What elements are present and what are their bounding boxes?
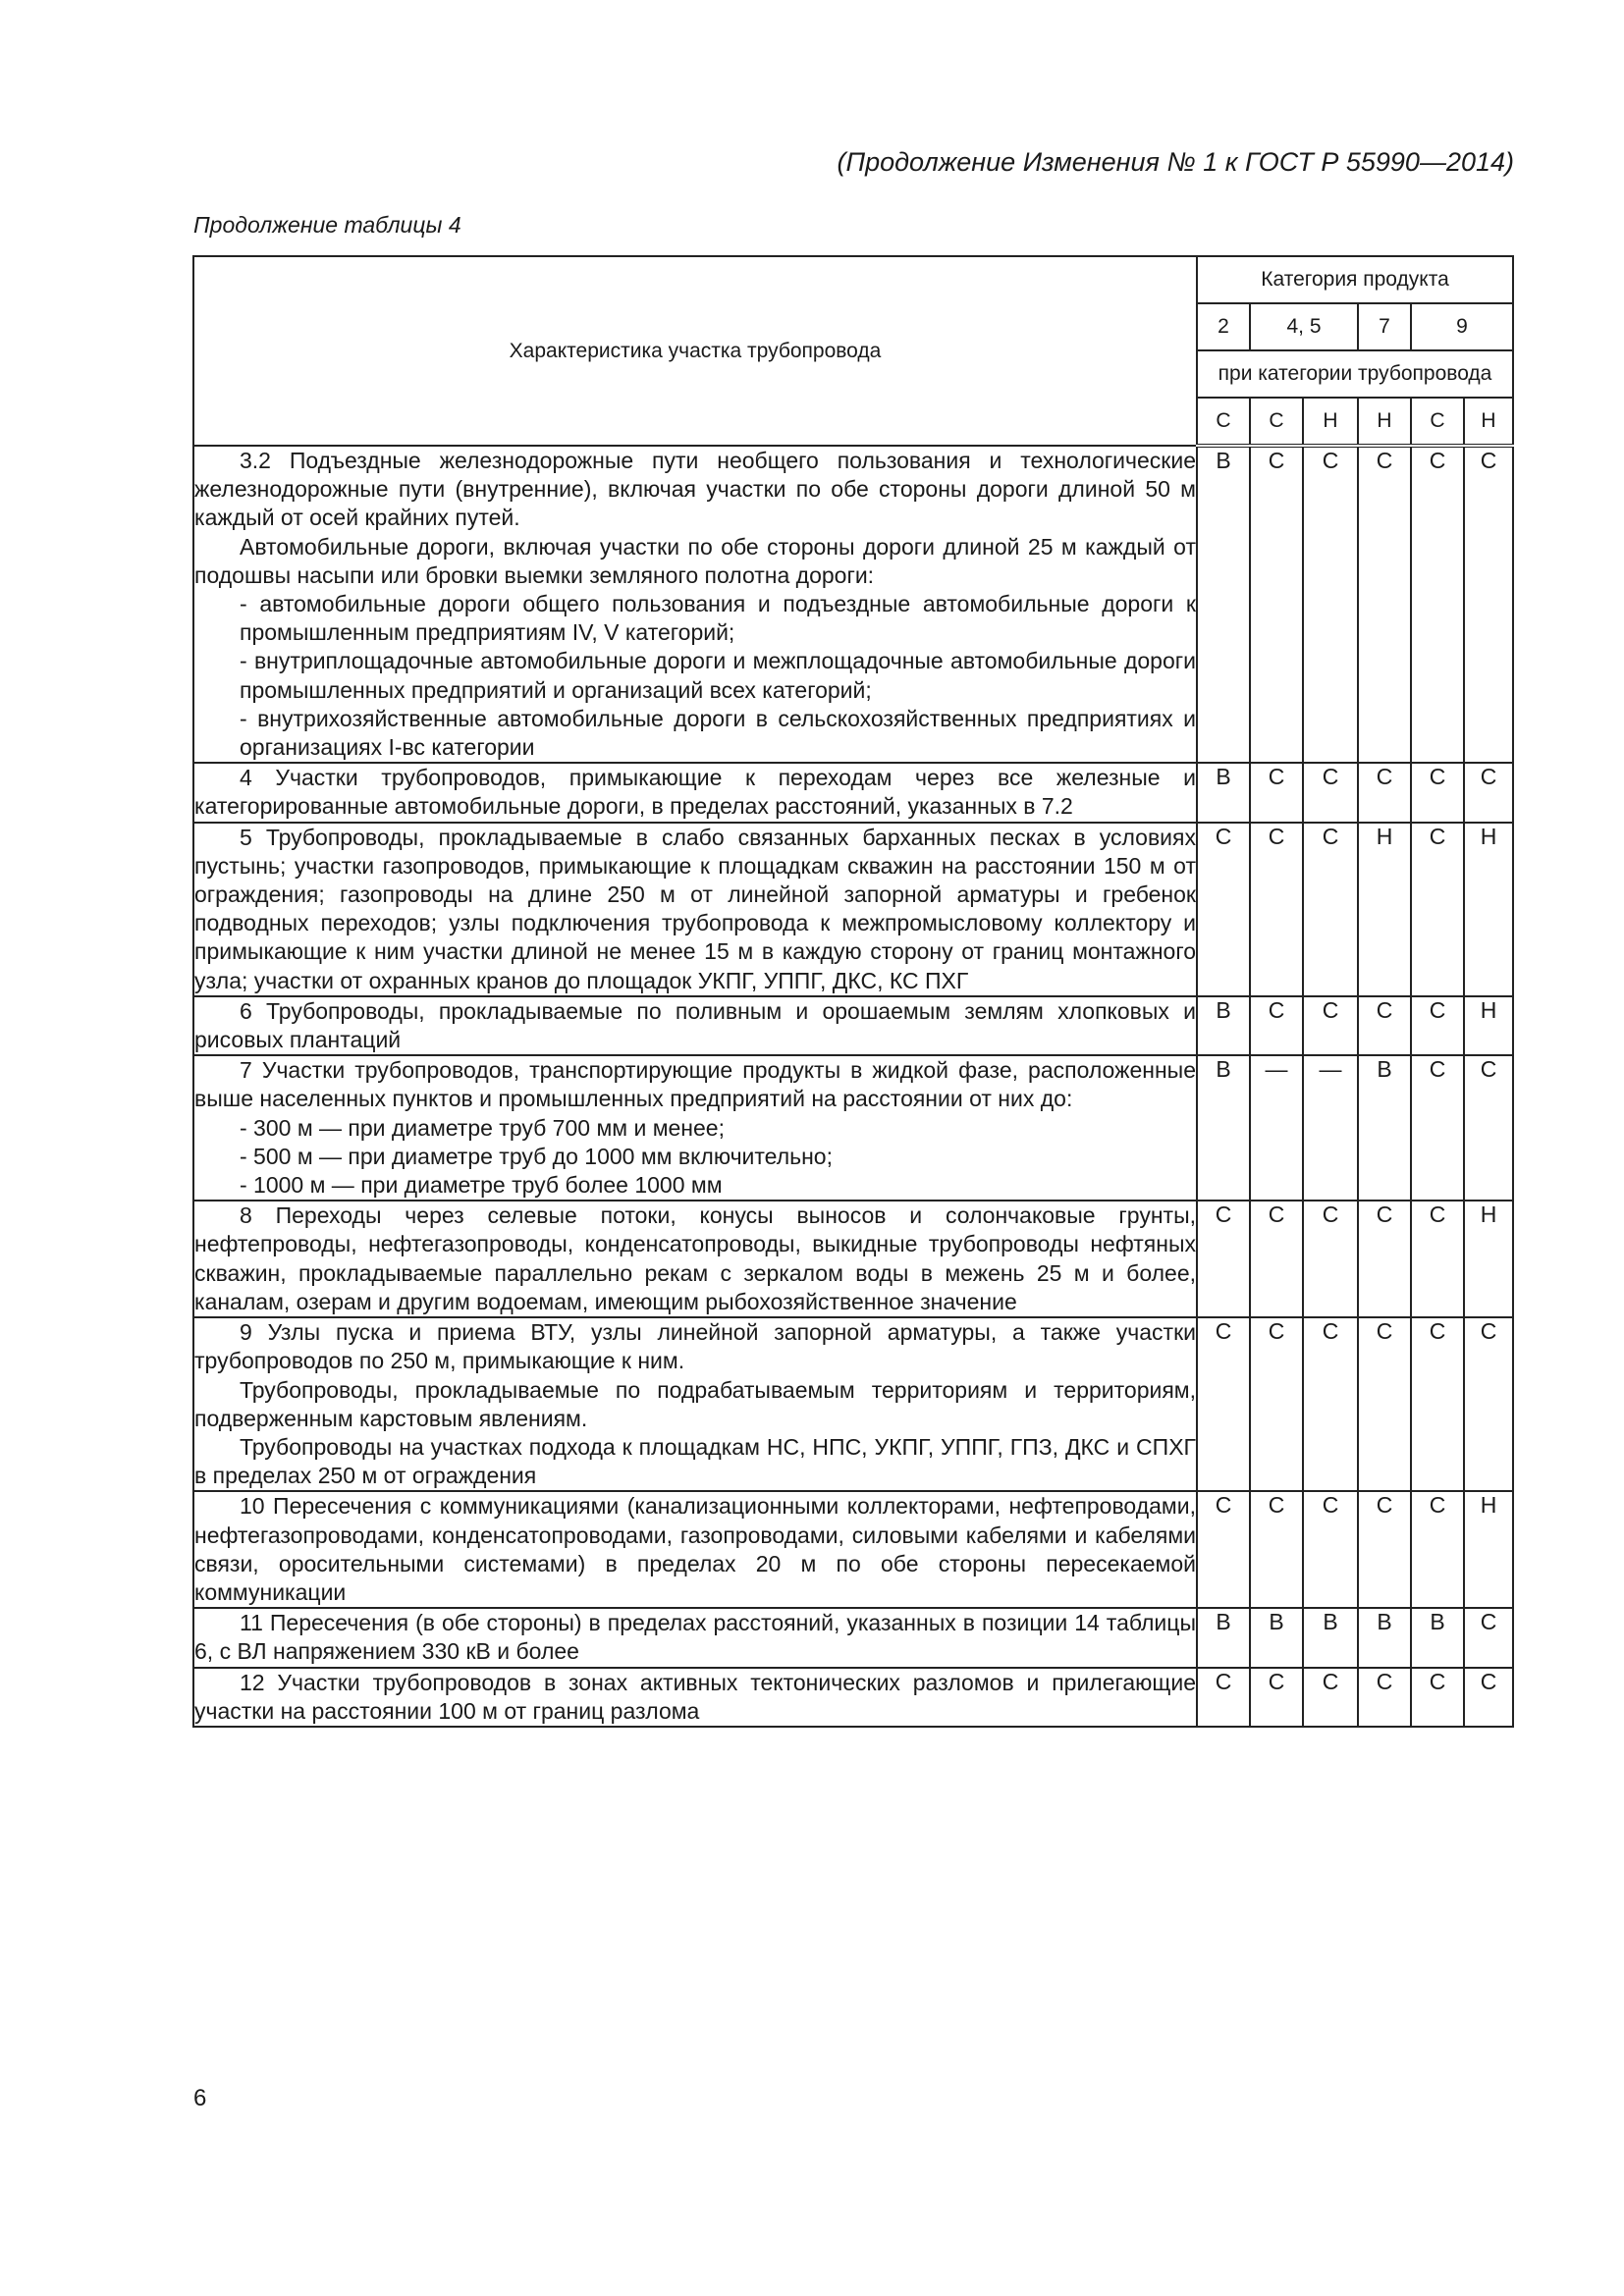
description-line: 6 Трубопроводы, прокладываемые по поливным и орошаемым землям хлопковых и рисовых плантаций [194,997,1196,1053]
table-caption: Продолжение таблицы 4 [193,212,461,238]
description-line: - 300 м — при диаметре труб 700 мм и менее; [240,1114,725,1141]
category-value: С [1411,823,1464,996]
category-value: В [1197,1055,1250,1201]
description-line: 7 Участки трубопроводов, транспортирующие продукты в жидкой фазе, расположенные выше населенных пунктов и промышленных предприятий на расстоянии от них до: [194,1057,1196,1112]
category-value: С [1303,1201,1358,1317]
category-value: Н [1464,823,1513,996]
description-line: 10 Пересечения с коммуникациями (канализационными коллекторами, нефтепроводами, нефтегазопроводами, конденсатопроводами, газопроводами, силовыми кабелями и кабелями связи, оросительными системами) в пределах 20 м по обе стороны пересекаемой коммуникации [194,1493,1196,1605]
header-pipeline-category-value: Н [1358,398,1411,446]
description-line: - автомобильные дороги общего пользования и подъездные автомобильные дороги к промышленным предприятиям IV, V категорий; [240,591,1196,646]
header-pipeline-category-value: Н [1464,398,1513,446]
description-line: 8 Переходы через селевые потоки, конусы выносов и солончаковые грунты, нефтепроводы, нефтегазопроводы, конденсатопроводы, выкидные трубопроводы нефтяных скважин, прокладываемые параллельно рекам с зеркалом воды в межень 25 м и более, каналам, озерам и другим водоемам, имеющим рыбохозяйственное значение [194,1202,1196,1314]
category-value: С [1303,446,1358,763]
category-value: С [1411,1317,1464,1491]
description-line: Трубопроводы на участках подхода к площадкам НС, НПС, УКПГ, УППГ, ГПЗ, ДКС и СПХГ в пределах 250 м от ограждения [194,1433,1196,1489]
row-description [193,1608,1197,1667]
row-description [193,996,1197,1055]
category-value: С [1197,1317,1250,1491]
table-row [193,996,1513,1055]
row-description [193,1668,1197,1727]
category-value: В [1197,446,1250,763]
table-row [193,446,1513,763]
page-number: 6 [193,2085,207,2111]
description-line: - внутриплощадочные автомобильные дороги и межплощадочные автомобильные дороги промышленных предприятий и организаций всех категорий; [240,648,1196,703]
table-row [193,823,1513,996]
header-pipeline-category: при категории трубопровода [1197,350,1513,398]
category-value: Н [1464,1201,1513,1317]
category-table [192,255,1514,1728]
table-body [193,446,1513,1727]
category-value: С [1464,1608,1513,1667]
category-value: С [1197,1201,1250,1317]
row-description [193,1491,1197,1608]
category-value: С [1464,1317,1513,1491]
category-value: С [1358,1317,1411,1491]
category-value: С [1411,1055,1464,1201]
category-value: С [1411,763,1464,822]
category-value: В [1197,1608,1250,1667]
category-value: С [1411,1201,1464,1317]
category-value: С [1197,823,1250,996]
description-line: Трубопроводы, прокладываемые по подрабатываемым территориям и территориям, подверженным карстовым явлениям. [194,1376,1196,1431]
description-line: 9 Узлы пуска и приема ВТУ, узлы линейной запорной арматуры, а также участки трубопроводов по 250 м, примыкающие к ним. [194,1319,1196,1374]
category-value: В [1358,1608,1411,1667]
category-value: С [1303,1668,1358,1727]
table-row [193,1608,1513,1667]
table-row [193,1055,1513,1201]
description-line: 5 Трубопроводы, прокладываемые в слабо связанных барханных песках в условиях пустынь; участки газопроводов, примыкающие к площадкам скважин на расстоянии 150 м от ограждения; газопроводы на длине 250 м от линейной запорной арматуры и гребенок подводных переходов; узлы подключения трубопровода к межпромысловому коллектору и примыкающие к ним участки длиной не менее 15 м в каждую сторону от границ монтажного узла; участки от охранных кранов до площадок УКПГ, УППГ, ДКС, КС ПХГ [194,824,1196,993]
category-value: С [1303,763,1358,822]
description-line: - 500 м — при диаметре труб до 1000 мм включительно; [240,1143,833,1169]
category-value: С [1464,1055,1513,1201]
description-line: 4 Участки трубопроводов, примыкающие к переходам через все железные и категорированные автомобильные дороги, в пределах расстояний, указанных в 7.2 [194,765,1196,820]
category-value: С [1464,763,1513,822]
category-value: С [1358,763,1411,822]
header-product-group: 4, 5 [1250,303,1358,350]
category-value: С [1303,1491,1358,1608]
category-value: С [1250,1668,1303,1727]
category-value: С [1197,1668,1250,1727]
category-value: С [1250,446,1303,763]
row-description [193,823,1197,996]
category-value: С [1303,823,1358,996]
category-value: Н [1358,823,1411,996]
category-value: С [1250,763,1303,822]
table-row [193,1491,1513,1608]
header-characteristic: Характеристика участка трубопровода [193,256,1197,446]
category-value: С [1411,1668,1464,1727]
header-pipeline-category-value: С [1411,398,1464,446]
category-value: В [1303,1608,1358,1667]
header-product-group: 2 [1197,303,1250,350]
row-description [193,446,1197,763]
category-value: С [1358,1491,1411,1608]
category-value: С [1464,1668,1513,1727]
category-value: В [1358,1055,1411,1201]
header-product-group: 7 [1358,303,1411,350]
category-value: Н [1464,1491,1513,1608]
category-value: С [1250,1317,1303,1491]
description-line: 3.2 Подъездные железнодорожные пути необщего пользования и технологические железнодорожные пути (внутренние), включая участки по обе стороны дороги длиной 50 м каждый от осей крайних путей. [194,448,1196,531]
category-value: С [1411,996,1464,1055]
category-value: — [1250,1055,1303,1201]
description-line: 12 Участки трубопроводов в зонах активных тектонических разломов и прилегающие участки на расстоянии 100 м от границ разлома [194,1669,1196,1724]
category-value: С [1358,1201,1411,1317]
category-value: С [1250,1201,1303,1317]
category-value: В [1250,1608,1303,1667]
header-pipeline-category-value: С [1250,398,1303,446]
header-product-group: 9 [1411,303,1513,350]
category-value: С [1250,996,1303,1055]
header-product-category: Категория продукта [1197,256,1513,303]
header-pipeline-category-value: С [1197,398,1250,446]
category-value: С [1358,996,1411,1055]
table-row [193,1317,1513,1491]
category-value: В [1197,996,1250,1055]
row-description [193,763,1197,822]
page-header-continuation: (Продолжение Изменения № 1 к ГОСТ Р 55990—2014) [837,147,1514,177]
category-value: Н [1464,996,1513,1055]
category-value: С [1411,1491,1464,1608]
table-row [193,1668,1513,1727]
category-value: В [1197,763,1250,822]
category-value: С [1358,446,1411,763]
table-row [193,763,1513,822]
category-value: — [1303,1055,1358,1201]
row-description [193,1317,1197,1491]
row-description [193,1201,1197,1317]
category-value: С [1303,1317,1358,1491]
description-line: - внутрихозяйственные автомобильные дороги в сельскохозяйственных предприятиях и организациях I-вс категории [240,705,1196,761]
description-line: 11 Пересечения (в обе стороны) в пределах расстояний, указанных в позиции 14 таблицы 6, с ВЛ напряжением 330 кВ и более [194,1610,1196,1665]
table-row [193,1201,1513,1317]
category-value: С [1303,996,1358,1055]
table-head [193,256,1513,446]
header-pipeline-category-value: Н [1303,398,1358,446]
category-value: С [1464,446,1513,763]
category-value: С [1411,446,1464,763]
row-description [193,1055,1197,1201]
description-line: Автомобильные дороги, включая участки по обе стороны дороги длиной 25 м каждый от подошвы насыпи или бровки выемки земляного полотна дороги: [194,533,1196,588]
category-value: С [1250,823,1303,996]
category-value: С [1358,1668,1411,1727]
description-line: - 1000 м — при диаметре труб более 1000 мм [240,1172,723,1199]
category-value: С [1250,1491,1303,1608]
category-value: С [1197,1491,1250,1608]
category-value: В [1411,1608,1464,1667]
